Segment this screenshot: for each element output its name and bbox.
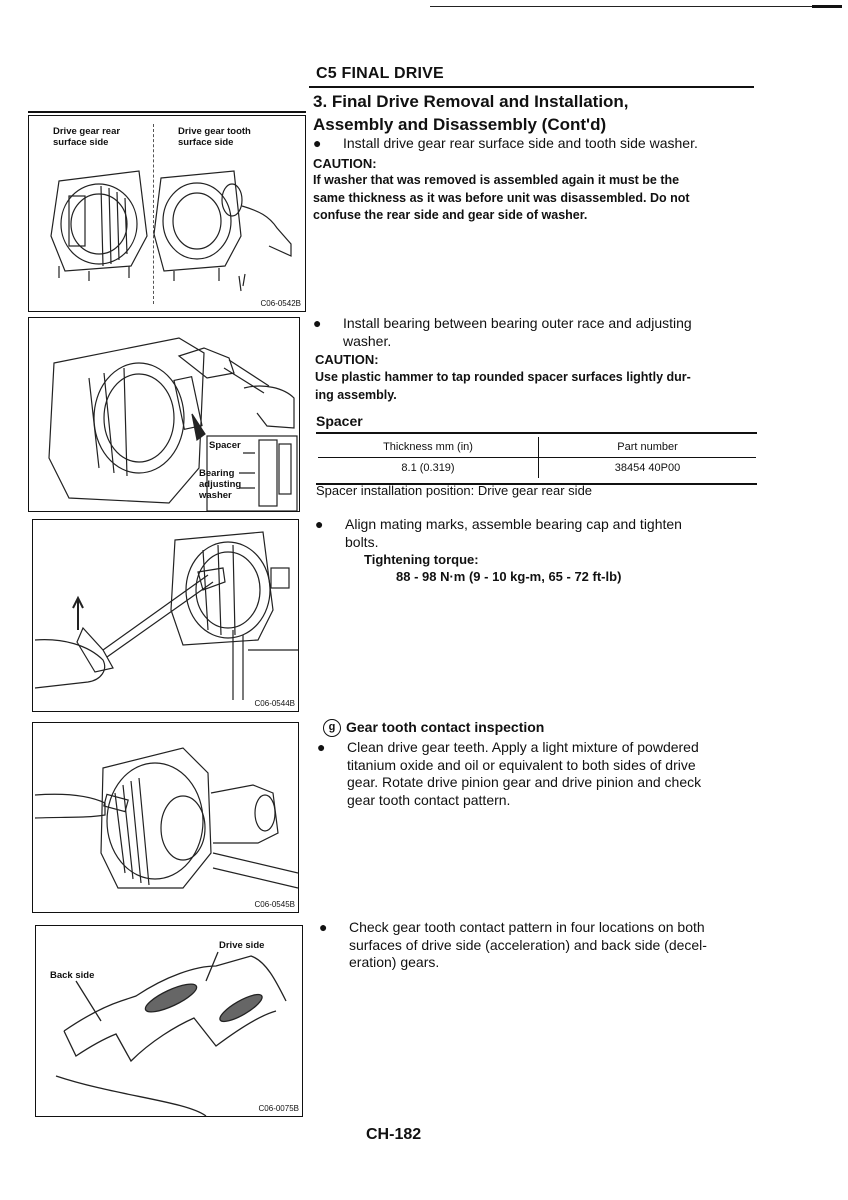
- bullet-line: eration) gears.: [349, 954, 440, 970]
- table-header: Part number: [539, 437, 757, 458]
- bullet-dot: ●: [313, 315, 322, 331]
- spacer-table: [318, 437, 756, 478]
- section-rule: [309, 86, 754, 88]
- figure-code: C06-0544B: [254, 699, 295, 708]
- gear-cleaning-illustration: [33, 723, 298, 912]
- figure-code: C06-0542B: [260, 299, 301, 308]
- bullet-dot: ●: [317, 739, 326, 755]
- caution-label: CAUTION:: [315, 352, 379, 367]
- bullet-line: gear. Rotate drive pinion gear and drive pinion and check: [347, 774, 702, 790]
- figure-code: C06-0545B: [254, 900, 295, 909]
- label-washer: washer: [199, 490, 232, 501]
- table-cell: 38454 40P00: [614, 462, 681, 474]
- figure-bearing-install: [28, 317, 300, 512]
- torque-wrench-illustration: [33, 520, 298, 711]
- bullet-line: washer.: [343, 332, 392, 349]
- bullet-text: Install drive gear rear surface side and tooth side washer.: [343, 135, 698, 151]
- figure-label-line: surface side: [178, 137, 234, 148]
- inspection-title: Gear tooth contact inspection: [346, 719, 545, 735]
- caution-line: If washer that was removed is assembled again it must be the: [313, 173, 680, 187]
- page-number: CH-182: [366, 1126, 422, 1143]
- figure-label-line: Drive gear rear: [53, 126, 121, 137]
- table-row: [318, 458, 756, 479]
- caution-line: Use plastic hammer to tap rounded spacer surfaces lightly dur-: [315, 370, 691, 384]
- top-rule: [430, 6, 840, 7]
- bullet-dot: ●: [315, 516, 324, 532]
- caution-text: [313, 172, 758, 225]
- step-mark: g: [323, 719, 341, 737]
- bullet-line: surfaces of drive side (acceleration) and back side (decel-: [349, 936, 707, 953]
- spacer-note: Spacer installation position: Drive gear rear side: [316, 483, 593, 498]
- label-bearing: Bearing: [199, 468, 235, 479]
- gear-teeth-illustration: [36, 926, 302, 1116]
- torque-value: 88 - 98 N·m (9 - 10 kg-m, 65 - 72 ft-lb): [396, 569, 622, 584]
- bullet-line: gear tooth contact pattern.: [347, 791, 511, 808]
- caution-text: [315, 369, 760, 404]
- bullet-line: Check gear tooth contact pattern in four locations on both: [349, 919, 705, 935]
- table-title: Spacer: [316, 413, 363, 429]
- top-rule-mark: [812, 5, 842, 8]
- label-spacer: Spacer: [209, 440, 241, 451]
- bullet-dot: ●: [313, 135, 322, 151]
- caution-line: same thickness as it was before unit was disassembled. Do not: [313, 190, 690, 205]
- table-header: Thickness mm (in): [318, 437, 539, 458]
- figure-washer-sides: [28, 115, 306, 312]
- figure-gear-cleaning: [32, 722, 299, 913]
- figure-torque-wrench: [32, 519, 299, 712]
- page-heading: [313, 90, 629, 136]
- bullet-line: titanium oxide and oil or equivalent to both sides of drive: [347, 756, 696, 773]
- bullet-dot: ●: [319, 919, 328, 935]
- figure-code: C06-0075B: [258, 1104, 299, 1113]
- bullet-line: Install bearing between bearing outer race and adjusting: [343, 315, 692, 331]
- figure-label-line: surface side: [53, 137, 109, 148]
- label-adjusting: adjusting: [199, 479, 242, 490]
- heading-line-1: 3. Final Drive Removal and Installation,: [313, 92, 629, 111]
- label-back-side: Back side: [50, 970, 95, 981]
- bearing-hammer-illustration: [29, 318, 299, 511]
- section-title: C5 FINAL DRIVE: [316, 65, 444, 82]
- differential-illustration: [29, 116, 305, 311]
- bullet-line: Clean drive gear teeth. Apply a light mixture of powdered: [347, 739, 699, 755]
- figure-tooth-contact: [35, 925, 303, 1117]
- bullet-text: [343, 315, 692, 350]
- table-top-rule: [316, 432, 757, 434]
- bullet-line: Align mating marks, assemble bearing cap and tighten: [345, 516, 682, 532]
- bullet-line: bolts.: [345, 533, 379, 550]
- torque-label: Tightening torque:: [364, 552, 479, 567]
- table-cell: 8.1 (0.319): [318, 458, 539, 479]
- figure-label-line: Drive gear tooth: [178, 126, 251, 137]
- bullet-text: [349, 919, 707, 972]
- bullet-text: [345, 516, 682, 551]
- heading-line-2: Assembly and Disassembly (Cont'd): [313, 115, 607, 134]
- label-drive-side: Drive side: [219, 940, 265, 951]
- bullet-text: [347, 739, 701, 809]
- caution-label: CAUTION:: [313, 156, 377, 171]
- left-rule: [28, 111, 306, 113]
- table-header-row: [318, 437, 756, 458]
- caution-line: ing assembly.: [315, 387, 397, 402]
- caution-line: confuse the rear side and gear side of washer.: [313, 208, 588, 222]
